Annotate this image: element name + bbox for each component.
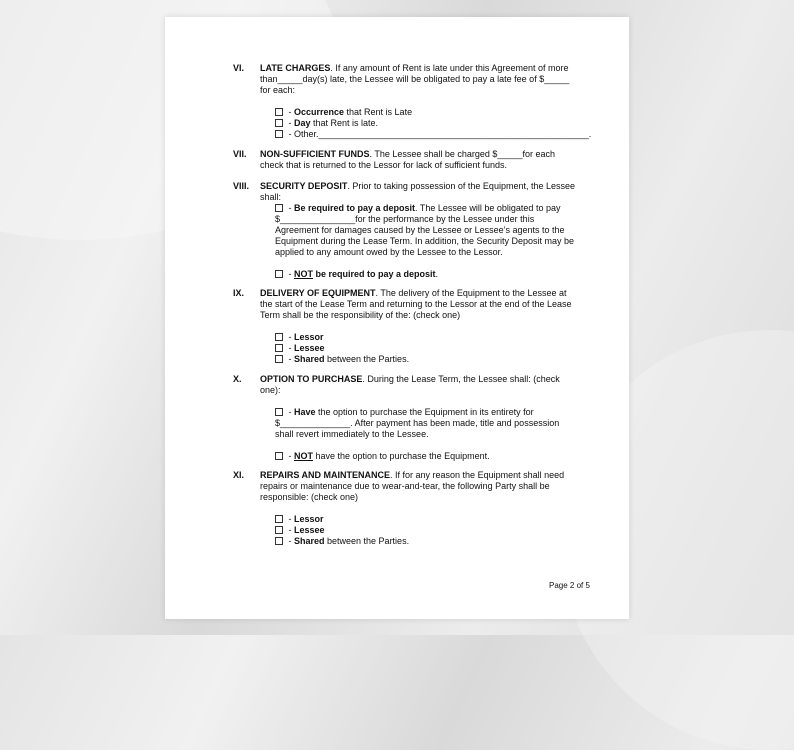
- section-number: VII.: [233, 149, 247, 159]
- checkbox[interactable]: [275, 119, 283, 127]
- dash: -: [286, 354, 294, 364]
- checkbox[interactable]: [275, 130, 283, 138]
- checkbox[interactable]: [275, 526, 283, 534]
- section-title: SECURITY DEPOSIT: [260, 181, 348, 191]
- dash: -: [286, 514, 294, 524]
- checkbox[interactable]: [275, 270, 283, 278]
- dash: -: [286, 525, 294, 535]
- checkbox[interactable]: [275, 204, 283, 212]
- dash: -: [286, 332, 294, 342]
- dash: -: [286, 269, 294, 279]
- option-no-deposit: [275, 269, 578, 280]
- option-have: [275, 407, 578, 440]
- section-title: DELIVERY OF EQUIPMENT: [260, 288, 376, 298]
- option-shared: [275, 354, 578, 365]
- option-occurrence: [275, 107, 578, 118]
- section-non-sufficient-funds: [233, 149, 578, 171]
- section-text: [260, 288, 578, 321]
- section-number: IX.: [233, 288, 245, 298]
- dash: -: [286, 107, 294, 117]
- checkbox[interactable]: [275, 515, 283, 523]
- section-title: LATE CHARGES: [260, 63, 331, 73]
- dash: -: [286, 203, 294, 213]
- section-title: REPAIRS AND MAINTENANCE: [260, 470, 391, 480]
- section-number: VIII.: [233, 181, 250, 191]
- option-text: .: [435, 269, 439, 279]
- section-body: . Prior to taking possession of the Equipment, the Lessee shall:: [260, 181, 575, 202]
- checkbox[interactable]: [275, 452, 283, 460]
- option-text: that Rent is late.: [310, 118, 379, 128]
- option-lessor: [275, 332, 578, 343]
- option-label: Have: [294, 407, 316, 417]
- option-label: Lessee: [294, 525, 325, 535]
- option-lessee: [275, 343, 578, 354]
- option-label: Be required to pay a deposit: [294, 203, 416, 213]
- document-page: [165, 17, 629, 619]
- dash: -: [286, 536, 294, 546]
- section-text: [260, 181, 578, 203]
- option-text: between the Parties.: [324, 354, 410, 364]
- option-label: be required to pay a deposit: [313, 269, 436, 279]
- option-label: Occurrence: [294, 107, 345, 117]
- options-list: [275, 332, 578, 365]
- options-list: [275, 107, 592, 140]
- checkbox[interactable]: [275, 408, 283, 416]
- section-text: [260, 470, 578, 503]
- option-shared: [275, 536, 578, 547]
- option-required-deposit: [275, 203, 578, 258]
- option-lessee: [275, 525, 578, 536]
- option-emphasis: NOT: [294, 269, 313, 279]
- option-text: Other.______________________________________________________.: [294, 129, 592, 139]
- option-label: Lessor: [294, 332, 324, 342]
- section-delivery-of-equipment: [233, 288, 578, 365]
- checkbox[interactable]: [275, 108, 283, 116]
- option-label: Day: [294, 118, 311, 128]
- section-body: . If for any reason the Equipment shall need repairs or maintenance due to wear-and-tear, the following Party shall be responsible: (check one): [260, 470, 565, 502]
- option-label: Lessor: [294, 514, 324, 524]
- option-not-have: [275, 451, 578, 462]
- page-number: Page 2 of 5: [549, 581, 590, 590]
- dash: -: [286, 407, 294, 417]
- option-label: Shared: [294, 536, 325, 546]
- dash: -: [286, 129, 294, 139]
- checkbox[interactable]: [275, 344, 283, 352]
- dash: -: [286, 451, 294, 461]
- section-text: [260, 63, 578, 96]
- section-body: . If any amount of Rent is late under this Agreement of more than_____day(s) late, the Lessee will be obligated to pay a late fee of $_____ for each:: [260, 63, 570, 95]
- section-title: OPTION TO PURCHASE: [260, 374, 363, 384]
- options-list: [275, 514, 578, 547]
- section-option-to-purchase: [233, 374, 578, 462]
- option-text: . The Lessee will be obligated to pay $_______________for the performance by the Lessee under this Agreement for damages caused by the Lessee or Lessee’s agents to the Equipment during the Lease Term. In addition, the Security Deposit may be applied to any amount owed by the Lessee to the Lessor.: [275, 203, 575, 257]
- section-number: VI.: [233, 63, 245, 73]
- section-number: XI.: [233, 470, 245, 480]
- option-text: have the option to purchase the Equipment.: [313, 451, 490, 461]
- checkbox[interactable]: [275, 333, 283, 341]
- checkbox[interactable]: [275, 355, 283, 363]
- section-title: NON-SUFFICIENT FUNDS: [260, 149, 370, 159]
- option-text: that Rent is Late: [344, 107, 413, 117]
- option-day: [275, 118, 578, 129]
- section-number: X.: [233, 374, 242, 384]
- option-label: Lessee: [294, 343, 325, 353]
- section-text: [260, 374, 578, 396]
- section-body: . The Lessee shall be charged $_____for each check that is returned to the Lessor for lack of sufficient funds.: [260, 149, 555, 170]
- dash: -: [286, 118, 294, 128]
- option-label: Shared: [294, 354, 325, 364]
- dash: -: [286, 343, 294, 353]
- section-body: . The delivery of the Equipment to the Lessee at the start of the Lease Term and returning to the Lessor at the end of the Lease Term shall be the responsibility of the: (check one): [260, 288, 572, 320]
- checkbox[interactable]: [275, 537, 283, 545]
- section-security-deposit: [233, 181, 578, 280]
- section-body: . During the Lease Term, the Lessee shall: (check one):: [260, 374, 560, 395]
- option-text: between the Parties.: [324, 536, 410, 546]
- option-lessor: [275, 514, 578, 525]
- section-late-charges: [233, 63, 592, 140]
- section-text: [260, 149, 578, 171]
- option-other: [275, 129, 592, 140]
- section-repairs-and-maintenance: [233, 470, 578, 547]
- option-emphasis: NOT: [294, 451, 313, 461]
- option-text: the option to purchase the Equipment in its entirety for $______________. After payment has been made, title and possession shall revert immediately to the Lessee.: [275, 407, 560, 439]
